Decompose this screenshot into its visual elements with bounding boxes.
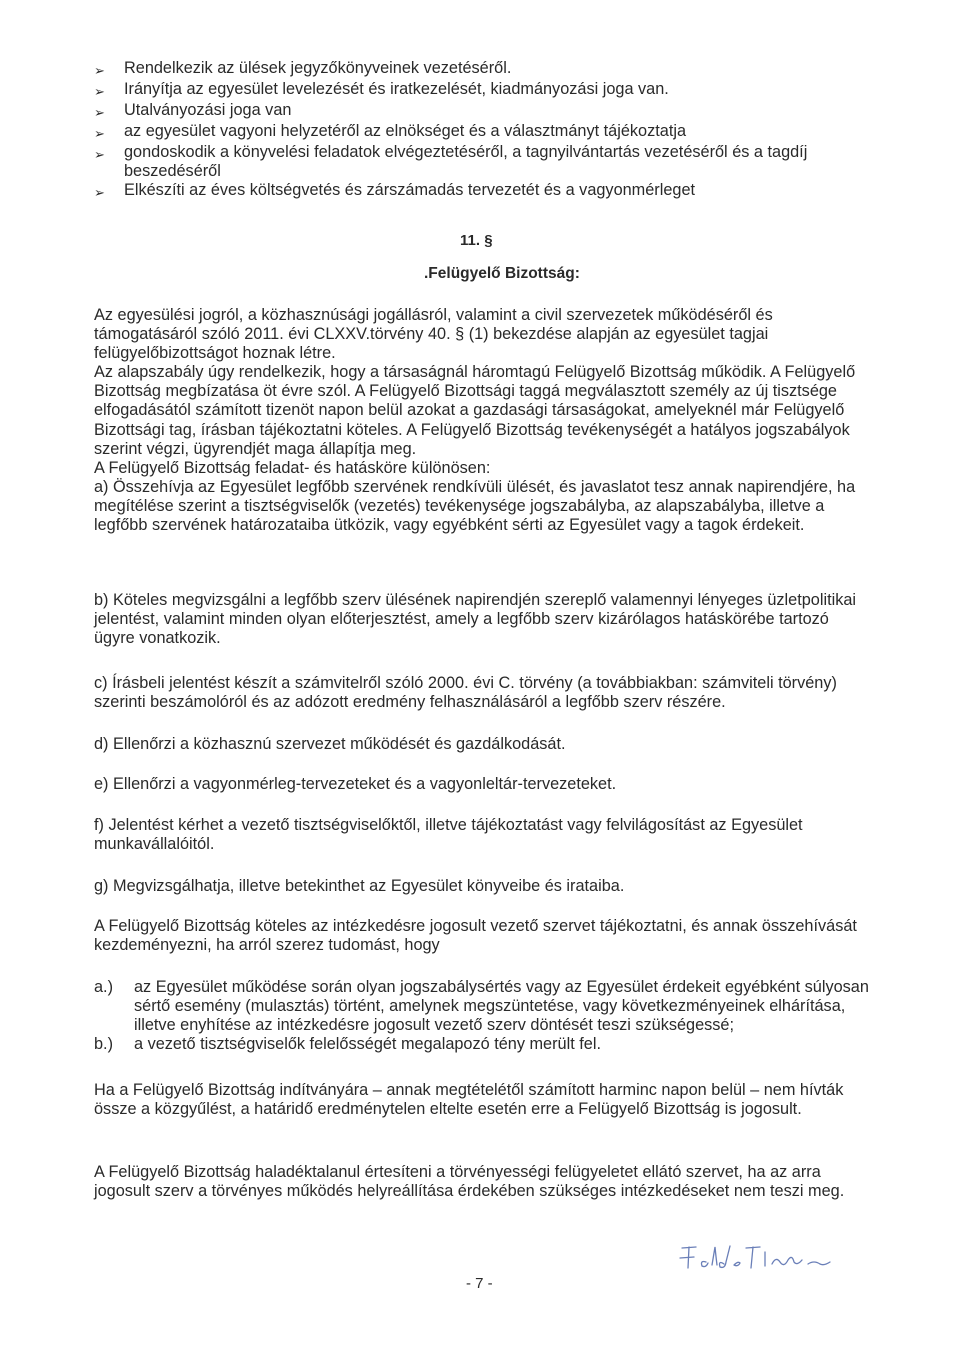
paragraph-deadline: Ha a Felügyelő Bizottság indítványára – annak megtételétől számított harminc napon belül – nem hívták össze a közgyűlést, a határidő eredménytelen eltelte esetén erre a Felügyelő Bizottság is jogosult. xyxy=(94,1081,844,1119)
list-item: ➢ Rendelkezik az ülések jegyzőkönyveinek vezetéséről. xyxy=(94,59,512,78)
section-number: 11. § xyxy=(460,232,493,249)
paragraph-duty-f: f) Jelentést kérhet a vezető tisztségviselőktől, illetve tájékoztatást vagy felvilágosítást az Egyesület munkavállalóitól. xyxy=(94,816,803,854)
list-item: ➢ Utalványozási joga van xyxy=(94,101,292,120)
paragraph-duty-g: g) Megvizsgálhatja, illetve betekinthet az Egyesület könyveibe és irataiba. xyxy=(94,877,625,895)
cases-list xyxy=(94,978,874,1054)
list-item: ➢ gondoskodik a könyvelési feladatok elvégeztetéséről, a tagnyilvántartás vezetéséről és a tagdíj beszedéséről xyxy=(94,143,808,180)
paragraph-duty-d: d) Ellenőrzi a közhasznú szervezet működését és gazdálkodását. xyxy=(94,735,566,753)
paragraph-composition: Az alapszabály úgy rendelkezik, hogy a társaságnál háromtagú Felügyelő Bizottság működik. A Felügyelő Bizottság megbízatása öt évre szól. A Felügyelő Bizottsági taggá megválasztott személy az új tisztsége elfogadásától számított tizenöt napon belül azokat a gazdasági társaságokat, amelyeknél már Felügyelő Bizottsági tag, írásban tájékoztatni köteles. A Felügyelő Bizottság tevékenységét a hatályos jogszabályok szerint végzi, ügyrendjét maga állapítja meg. xyxy=(94,363,856,458)
bullet-list xyxy=(94,59,894,202)
page-number: - 7 - xyxy=(466,1275,493,1292)
paragraph-duty-e: e) Ellenőrzi a vagyonmérleg-tervezeteket és a vagyonleltár-tervezeteket. xyxy=(94,775,617,793)
intro-block xyxy=(94,306,874,535)
arrow-bullet-icon: ➢ xyxy=(94,126,105,141)
paragraph-duty-c: c) Írásbeli jelentést készít a számvitelről szóló 2000. évi C. törvény (a továbbiakban: számviteli törvény) szerinti beszámolóról és az adózott eredmény felhasználásáról a legfőbb szerv részére. xyxy=(94,674,837,712)
arrow-bullet-icon: ➢ xyxy=(94,185,105,200)
paragraph-notify: A Felügyelő Bizottság haladéktalanul értesíteni a törvényességi felügyeletet ellátó szervet, ha az arra jogosult szerv a törvényes működés helyreállítása érdekében szükséges intézkedéseket nem teszi meg. xyxy=(94,1163,845,1201)
list-item: a.) az Egyesület működése során olyan jogszabálysértés vagy az Egyesület érdekeit egyébként súlyosan sértő esemény (mulasztás) történt, amelynek megszüntetése, vagy következményeinek elhárítása, illetve enyhítése az intézkedésre jogosult vezető szerv döntését teszi szükségessé; xyxy=(94,978,869,1035)
paragraph-duties-heading: A Felügyelő Bizottság feladat- és hatásköre különösen: xyxy=(94,458,491,477)
paragraph-legal-basis: Az egyesülési jogról, a közhasznúsági jogállásról, valamint a civil szervezetek működéséről és támogatásáról szóló 2011. évi CLXXV.törvény 40. § (1) bekezdése alapján az egyesület tagjai felügyelőbizottságot hoznak létre. xyxy=(94,306,773,363)
paragraph-obligation: A Felügyelő Bizottság köteles az intézkedésre jogosult vezető szervet tájékoztatni, és annak összehívását kezdeményezni, ha arról szerez tudomást, hogy xyxy=(94,917,857,955)
paragraph-duty-a: a) Összehívja az Egyesület legfőbb szervének rendkívüli ülését, és javaslatot tesz annak napirendjére, ha megítélése szerint a tisztségviselők (vezetés) tevékenysége jogszabályba, az alapszabályba, illetve a legfőbb szervének határozataiba ütközik, vagy egyébként sérti az Egyesület vagy a tagok érdekeit. xyxy=(94,477,856,535)
list-item: ➢ az egyesület vagyoni helyzetéről az elnökséget és a választmányt tájékoztatja xyxy=(94,122,687,141)
list-item: ➢ Elkészíti az éves költségvetés és zárszámadás tervezetét és a vagyonmérleget xyxy=(94,181,696,200)
arrow-bullet-icon: ➢ xyxy=(94,105,105,120)
arrow-bullet-icon: ➢ xyxy=(94,147,105,162)
list-item: ➢ Irányítja az egyesület levelezését és iratkezelését, kiadmányozási joga van. xyxy=(94,80,669,99)
section-title: .Felügyelő Bizottság: xyxy=(424,265,580,282)
list-item: b.) a vezető tisztségviselők felelősségét megalapozó tény merült fel. xyxy=(94,1035,601,1054)
handwritten-signature xyxy=(676,1238,856,1278)
paragraph-duty-b: b) Köteles megvizsgálni a legfőbb szerv ülésének napirendjén szereplő valamennyi lényeges üzletpolitikai jelentést, valamint minden olyan előterjesztést, amely a legfőbb szerv kizárólagos hatáskörébe tartozó ügyre vonatkozik. xyxy=(94,591,857,648)
arrow-bullet-icon: ➢ xyxy=(94,63,105,78)
arrow-bullet-icon: ➢ xyxy=(94,84,105,99)
